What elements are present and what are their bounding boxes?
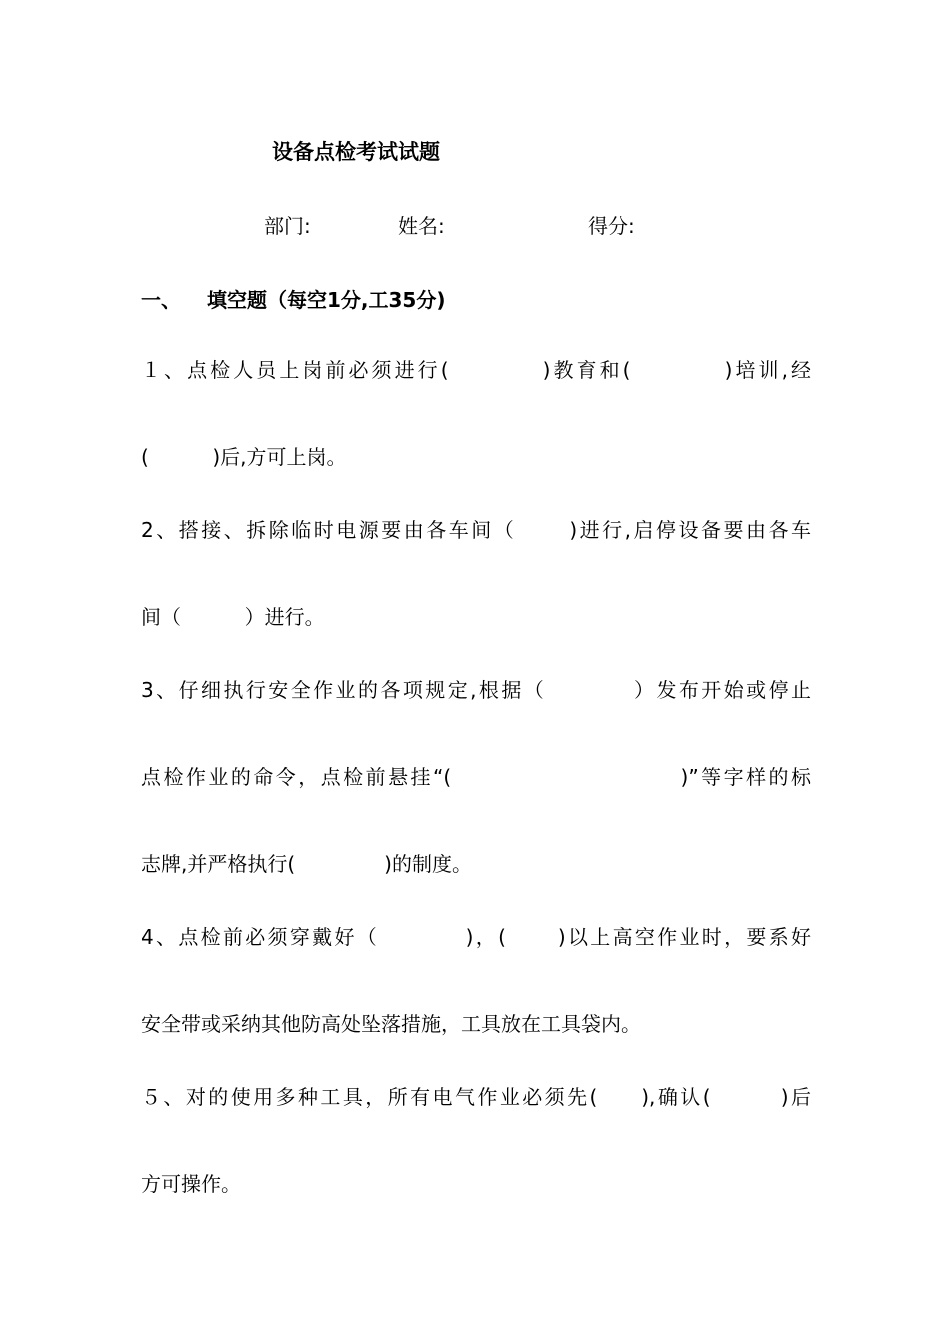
section-title: 填空题（每空1分,工35分) [207,288,446,312]
question-line: 安全带或采纳其他防高处坠落措施，工具放在工具袋内。 [141,1012,641,1036]
document-title: 设备点检考试试题 [272,140,440,164]
section-heading [141,284,446,313]
section-number: 一、 [141,288,181,312]
department-field-label: 部门: [264,214,311,238]
question-line: 4、点检前必须穿戴好（ )，( )以上高空作业时，要系好 [141,925,811,949]
name-field-label: 姓名: [398,214,445,238]
score-field-label: 得分: [588,214,635,238]
question-line: 2、搭接、拆除临时电源要由各车间（ )进行,启停设备要由各车 [141,518,811,542]
question-line: 间（ ）进行。 [141,605,325,629]
question-line: 3、仔细执行安全作业的各项规定,根据（ ）发布开始或停止 [141,678,811,702]
question-line: 志牌,并严格执行( )的制度。 [141,852,472,876]
question-line: １、点检人员上岗前必须进行( )教育和( )培训,经 [141,358,811,382]
question-line: 方可操作。 [141,1172,241,1196]
question-line: 点检作业的命令，点检前悬挂“( )”等字样的标 [141,765,811,789]
question-line: ( )后,方可上岗。 [141,445,347,469]
question-line: ５、对的使用多种工具，所有电气作业必须先( ),确认( )后 [141,1085,811,1109]
